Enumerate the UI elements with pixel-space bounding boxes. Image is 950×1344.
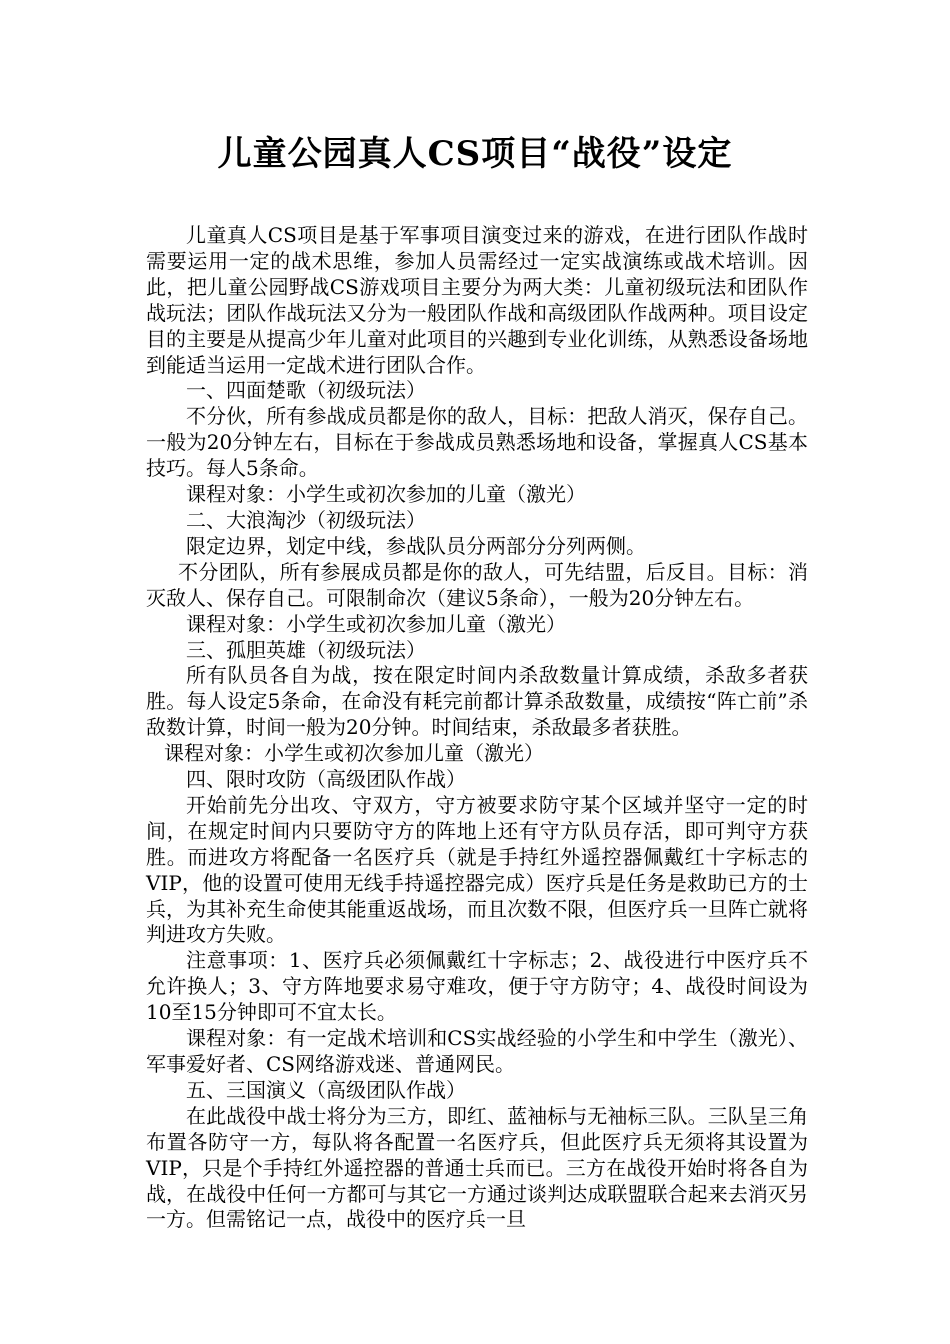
section-3-rules: 所有队员各自为战，按在限定时间内杀敌数量计算成绩，杀敌多者获胜。每人设定5条命，在命没有耗完前都计算杀敌数量，成绩按“阵亡前”杀敌数计算，时间一般为20分钟。时间结束，杀敌最多者获胜。: [146, 663, 808, 740]
section-heading-4: 四、限时攻防（高级团队作战）: [186, 767, 466, 792]
section-2-boundary: 限定边界，划定中线，参战队员分两部分分列两侧。: [186, 533, 646, 558]
document-body: [146, 223, 808, 1233]
section-heading-5: 五、三国演义（高级团队作战）: [186, 1077, 466, 1102]
section-2-audience: 课程对象：小学生或初次参加儿童（激光）: [186, 611, 566, 636]
section-4-audience: 课程对象：有一定战术培训和CS实战经验的小学生和中学生（激光）、军事爱好者、CS网络游戏迷、普通网民。: [146, 1026, 808, 1076]
section-2-rules: 不分团队，所有参展成员都是你的敌人，可先结盟，后反目。目标：消灭敌人、保存自己。可限制命次（建议5条命），一般为20分钟左右。: [146, 559, 808, 610]
intro-paragraph: 儿童真人CS项目是基于军事项目演变过来的游戏，在进行团队作战时需要运用一定的战术思维，参加人员需经过一定实战演练或战术培训。因此，把儿童公园野战CS游戏项目主要分为两大类：儿童初级玩法和团队作战玩法；团队作战玩法又分为一般团队作战和高级团队作战两种。项目设定目的主要是从提高少年儿童对此项目的兴趣到专业化训练，从熟悉设备场地到能适当运用一定战术进行团队合作。: [146, 223, 808, 377]
section-heading-2: 二、大浪淘沙（初级玩法）: [186, 507, 426, 532]
section-1-rules: 不分伙，所有参战成员都是你的敌人，目标：把敌人消灭，保存自己。一般为20分钟左右，目标在于参战成员熟悉场地和设备，掌握真人CS基本技巧。每人5条命。: [146, 404, 808, 481]
section-heading-1: 一、四面楚歌（初级玩法）: [186, 378, 426, 403]
document-title: 儿童公园真人CS项目“战役”设定: [217, 134, 733, 174]
section-4-rules: 开始前先分出攻、守双方，守方被要求防守某个区域并坚守一定的时间，在规定时间内只要防守方的阵地上还有守方队员存活，即可判守方获胜。而进攻方将配备一名医疗兵（就是手持红外遥控器佩戴红十字标志的VIP，他的设置可使用无线手持遥控器完成）医疗兵是任务是救助已方的士兵，为其补充生命使其能重返战场，而且次数不限，但医疗兵一旦阵亡就将判进攻方失败。: [146, 792, 808, 947]
section-heading-3: 三、孤胆英雄（初级玩法）: [186, 637, 426, 662]
section-1-audience: 课程对象：小学生或初次参加的儿童（激光）: [186, 482, 586, 507]
section-3-audience: 课程对象：小学生或初次参加儿童（激光）: [164, 741, 544, 766]
section-4-notes: 注意事项：1、医疗兵必须佩戴红十字标志；2、战役进行中医疗兵不允许换人；3、守方阵地要求易守难攻，便于守方防守；4、战役时间设为10至15分钟即可不宜太长。: [146, 948, 808, 1025]
section-5-rules: 在此战役中战士将分为三方，即红、蓝袖标与无袖标三队。三队呈三角布置各防守一方，每队将各配置一名医疗兵，但此医疗兵无须将其设置为VIP，只是个手持红外遥控器的普通士兵而已。三方在战役开始时将各自为战，在战役中任何一方都可与其它一方通过谈判达成联盟联合起来去消灭另一方。但需铭记一点，战役中的医疗兵一旦: [146, 1103, 808, 1232]
